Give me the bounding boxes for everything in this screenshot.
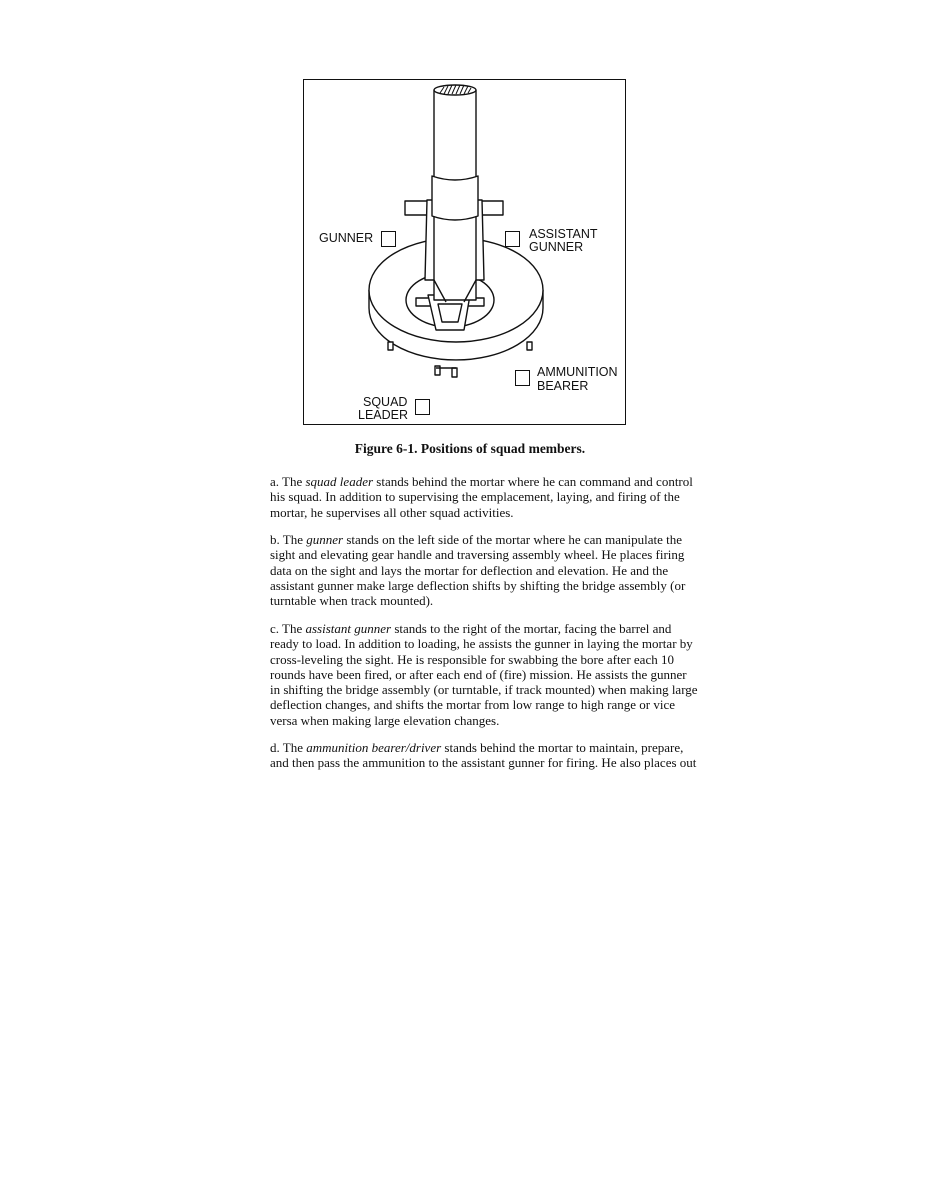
paragraph-b-line1: [270, 532, 710, 547]
paragraph-d-prefix: d. The: [270, 740, 307, 755]
assistant-gunner-position-marker: [505, 231, 520, 247]
paragraph-c-line1-rest: stands to the right of the mortar, facing the barrel and: [391, 621, 672, 636]
paragraph-d-line2: and then pass the ammunition to the assistant gunner for firing. He also places out: [270, 755, 697, 771]
paragraph-c-line5: in shifting the bridge assembly (or turntable, if track mounted) when making large: [270, 682, 698, 698]
paragraph-b-line3: data on the sight and lays the mortar for deflection and elevation. He and the: [270, 562, 669, 578]
gunner-label: GUNNER: [319, 231, 374, 245]
paragraph-d-term: ammunition bearer/driver: [306, 740, 442, 755]
paragraph-a-prefix: a. The: [270, 474, 306, 489]
ammunition-bearer-label-line1: AMMUNITION: [537, 365, 618, 379]
paragraph-b-line2: sight and elevating gear handle and traversing assembly wheel. He places firing: [270, 547, 685, 563]
paragraph-c-line6: deflection changes, and shifts the mortar from low range to high range or vice: [270, 697, 676, 713]
paragraph-a-line1: [270, 474, 710, 489]
paragraph-c-prefix: c. The: [270, 621, 306, 636]
paragraph-b-prefix: b. The: [270, 532, 307, 547]
paragraph-d-line1-rest: stands behind the mortar to maintain, prepare,: [441, 740, 684, 755]
ammunition-bearer-position-marker: [515, 370, 530, 386]
paragraph-d-line1: [270, 740, 710, 755]
paragraph-a-term: squad leader: [305, 474, 374, 489]
ammunition-bearer-label-line2: BEARER: [537, 379, 589, 393]
paragraph-b-term: gunner: [306, 532, 344, 547]
paragraph-a-line3: mortar, he supervises all other squad activities.: [270, 504, 514, 520]
squad-leader-position-marker: [415, 399, 430, 415]
paragraph-c-term: assistant gunner: [305, 621, 392, 636]
paragraph-c-line2: ready to load. In addition to loading, he assists the gunner in laying the mortar by: [270, 636, 693, 652]
assistant-gunner-label-line1: ASSISTANT: [529, 227, 598, 241]
assistant-gunner-label-line2: GUNNER: [529, 240, 584, 254]
paragraph-d: [270, 740, 710, 771]
gunner-position-marker: [381, 231, 396, 247]
paragraph-a: [270, 474, 710, 520]
squad-leader-label-line2: LEADER: [358, 408, 409, 422]
paragraph-c-line7: versa when making large elevation changes.: [270, 712, 500, 728]
paragraph-c-line1: [270, 621, 710, 636]
paragraph-b-line4: assistant gunner make large deflection shifts by shifting the bridge assembly (or: [270, 577, 686, 593]
squad-leader-label-line1: SQUAD: [363, 395, 408, 409]
squad-positions-figure: [303, 79, 626, 425]
paragraph-a-line2: his squad. In addition to supervising the emplacement, laying, and firing of the: [270, 489, 680, 505]
paragraph-a-line1-rest: stands behind the mortar where he can command and control: [373, 474, 693, 489]
paragraph-b-line5: turntable when track mounted).: [270, 593, 434, 609]
paragraph-b-line1-rest: stands on the left side of the mortar where he can manipulate the: [343, 532, 683, 547]
paragraph-b: [270, 532, 710, 608]
paragraph-c-line4: rounds have been fired, or after each end of (fire) mission. He assists the gunner: [270, 666, 687, 682]
figure-caption: Figure 6-1. Positions of squad members.: [354, 441, 586, 456]
paragraph-c: [270, 621, 710, 728]
paragraph-c-line3: cross-leveling the sight. He is responsible for swabbing the bore after each 10: [270, 651, 674, 667]
